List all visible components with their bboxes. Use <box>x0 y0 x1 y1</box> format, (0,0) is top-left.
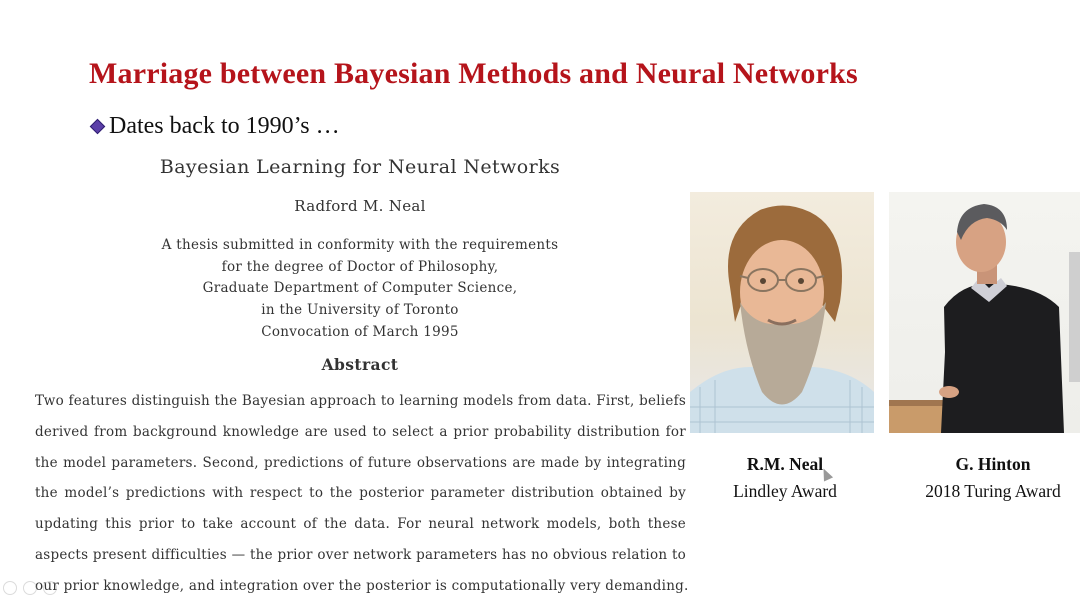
play-icon[interactable] <box>3 581 17 595</box>
abstract-heading: Abstract <box>321 355 399 374</box>
thesis-line: for the degree of Doctor of Philosophy, <box>221 258 499 275</box>
thesis-line: Convocation of March 1995 <box>261 323 459 340</box>
person-award: 2018 Turing Award <box>925 481 1061 501</box>
menu-icon[interactable] <box>43 581 57 595</box>
video-player-controls[interactable] <box>0 578 180 597</box>
paper-author: Radford M. Neal <box>294 197 426 215</box>
hinton-caption <box>900 451 1080 505</box>
neal-caption <box>700 451 870 505</box>
slide-title: Marriage between Bayesian Methods and Neural Networks <box>89 57 858 90</box>
person-name: G. Hinton <box>955 454 1031 474</box>
abstract-line: the model’s predictions with respect to the posterior parameter distribution obtained by <box>35 485 686 502</box>
abstract-line: updating this prior to take account of the data. For neural network models, both these <box>35 516 686 533</box>
abstract-line: Two features distinguish the Bayesian approach to learning models from data. First, beliefs <box>35 393 686 409</box>
person-name: R.M. Neal <box>746 454 824 474</box>
abstract-line: our prior knowledge, and integration over the posterior is computationally very demanding. <box>35 577 689 594</box>
abstract-text <box>35 386 689 597</box>
edit-icon[interactable] <box>23 581 37 595</box>
abstract-line: the model parameters. Second, predictions of future observations are made by integrating <box>35 454 686 471</box>
thesis-line: in the University of Toronto <box>261 302 459 319</box>
paper-title: Bayesian Learning for Neural Networks <box>159 156 561 178</box>
person-award: Lindley Award <box>733 481 837 501</box>
thesis-line: Graduate Department of Computer Science, <box>202 280 518 297</box>
hinton-portrait-image <box>889 192 1080 433</box>
abstract-line: aspects present difficulties — the prior over network parameters has no obvious relation to <box>35 546 686 563</box>
neal-photo <box>690 192 874 433</box>
neal-portrait-image <box>690 192 874 433</box>
bullet-text: Dates back to 1990’s … <box>109 113 340 139</box>
hinton-photo <box>889 192 1080 433</box>
thesis-statement <box>0 235 720 344</box>
thesis-line: A thesis submitted in conformity with the requirements <box>161 237 559 253</box>
abstract-line: derived from background knowledge are used to select a prior probability distribution for <box>35 423 686 440</box>
